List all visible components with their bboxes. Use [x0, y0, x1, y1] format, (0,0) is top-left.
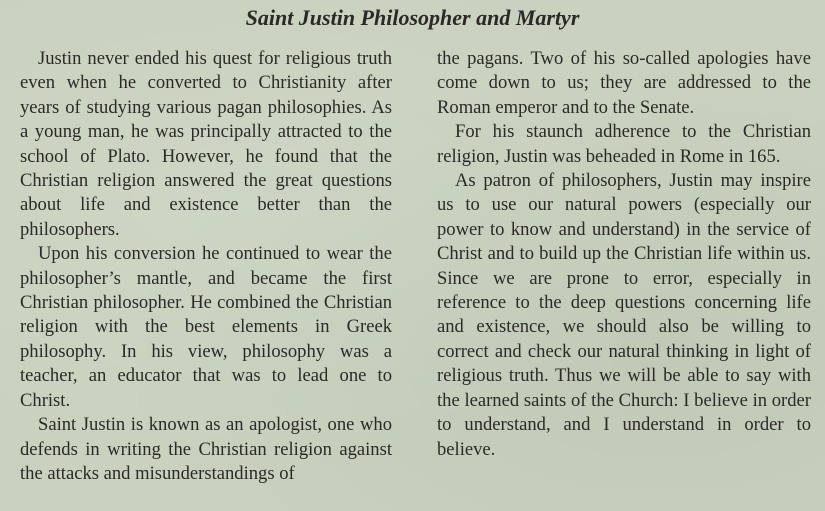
paragraph-quest: Justin never ended his quest for religious truth even when he converted to Christianity after years of studying various pagan philosophies. As a young man, he was principally attracted to the school of Plato. However, he found that the Christian religion answered the great questions about life and existence better than the philosophers.: [20, 48, 392, 240]
paragraph-conversion: Upon his conversion he continued to wear the philosopher’s mantle, and became the first Christian philosopher. He combined the Christian religion with the best elements in Greek philosophy. In his view, philosophy was a teacher, an educator that was to lead one to Christ.: [20, 243, 392, 411]
paragraph-apologist: Saint Justin is known as an apologist, one who defends in writing the Christian religion against the attacks and misunderstandings of: [20, 414, 392, 484]
article-title: Saint Justin Philosopher and Martyr: [245, 5, 580, 30]
paragraph-martyrdom: For his staunch adherence to the Christian religion, Justin was beheaded in Rome in 165.: [437, 121, 811, 167]
right-column: [437, 47, 811, 462]
left-column: [20, 47, 392, 486]
paragraph-apologies-continued: the pagans. Two of his so-called apologies have come down to us; they are addressed to the Roman emperor and to the Senate.: [437, 48, 811, 118]
paragraph-patronage: As patron of philosophers, Justin may inspire us to use our natural powers (especially our power to know and understand) in the service of Christ and to build up the Christian life within us. Since we are prone to error, especially in reference to the deep questions concerning life and existence, we should also be willing to correct and check our natural thinking in light of religious truth. Thus we will be able to say with the learned saints of the Church: I believe in order to understand, and I understand in order to believe.: [437, 170, 811, 460]
